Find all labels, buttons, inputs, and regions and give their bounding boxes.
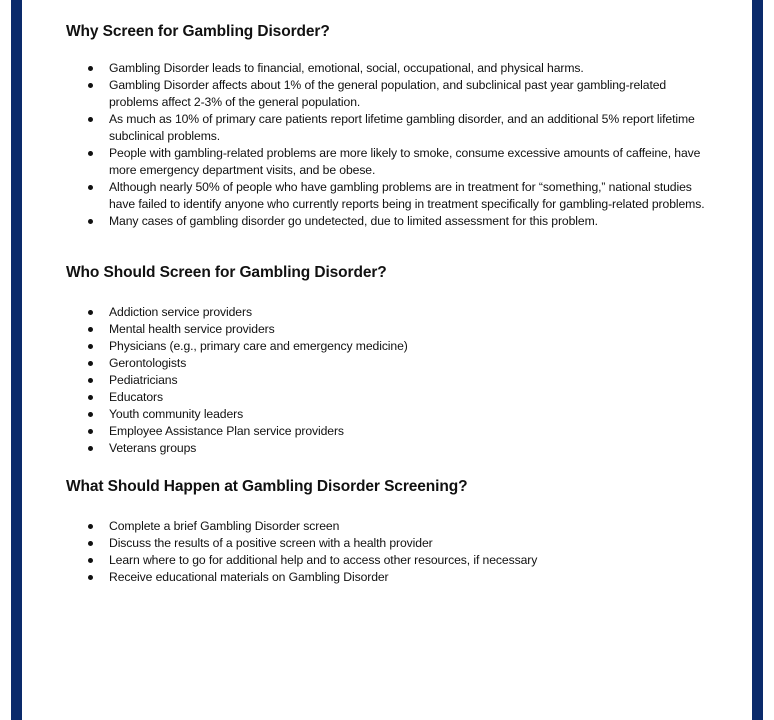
list-item-text: Educators bbox=[109, 390, 163, 404]
left-border-bar bbox=[11, 0, 22, 720]
list-item bbox=[66, 321, 716, 338]
section-heading-what-should-happen: What Should Happen at Gambling Disorder Screening? bbox=[66, 478, 468, 495]
bullet-icon bbox=[88, 185, 93, 190]
list-item-text: Gambling Disorder affects about 1% of the general population, and subclinical past year gambling-related problems affect 2-3% of the general population. bbox=[109, 78, 667, 109]
list-item-text: Mental health service providers bbox=[109, 322, 275, 336]
section-heading-why-screen: Why Screen for Gambling Disorder? bbox=[66, 23, 330, 40]
list-item-text: Employee Assistance Plan service providers bbox=[109, 424, 344, 438]
list-item bbox=[66, 518, 716, 535]
list-item-text: Gambling Disorder leads to financial, emotional, social, occupational, and physical harms. bbox=[109, 61, 584, 75]
bullet-icon bbox=[88, 66, 93, 71]
list-item-text: Complete a brief Gambling Disorder screen bbox=[109, 519, 340, 533]
bullet-icon bbox=[88, 378, 93, 383]
bullet-icon bbox=[88, 446, 93, 451]
list-item-text: Veterans groups bbox=[109, 441, 197, 455]
bullet-icon bbox=[88, 558, 93, 563]
list-item bbox=[66, 145, 716, 179]
list-item bbox=[66, 423, 716, 440]
bullet-icon bbox=[88, 151, 93, 156]
bullet-icon bbox=[88, 327, 93, 332]
list-item bbox=[66, 179, 716, 213]
list-item-text: Addiction service providers bbox=[109, 305, 252, 319]
list-item bbox=[66, 552, 716, 569]
bullet-icon bbox=[88, 361, 93, 366]
bullet-icon bbox=[88, 395, 93, 400]
list-item-text: Receive educational materials on Gambling Disorder bbox=[109, 570, 389, 584]
bullet-icon bbox=[88, 429, 93, 434]
bullet-icon bbox=[88, 310, 93, 315]
bullet-icon bbox=[88, 117, 93, 122]
list-item-text: Discuss the results of a positive screen with a health provider bbox=[109, 536, 433, 550]
why-screen-list bbox=[66, 60, 716, 230]
list-item bbox=[66, 77, 716, 111]
list-item bbox=[66, 372, 716, 389]
list-item-text: Many cases of gambling disorder go undetected, due to limited assessment for this problem. bbox=[109, 214, 598, 228]
list-item-text: Gerontologists bbox=[109, 356, 187, 370]
list-item bbox=[66, 406, 716, 423]
bullet-icon bbox=[88, 412, 93, 417]
list-item-text: As much as 10% of primary care patients report lifetime gambling disorder, and an additional 5% report lifetime subclinical problems. bbox=[109, 112, 695, 143]
list-item bbox=[66, 304, 716, 321]
bullet-icon bbox=[88, 524, 93, 529]
right-border-bar bbox=[752, 0, 763, 720]
list-item bbox=[66, 338, 716, 355]
list-item-text: Although nearly 50% of people who have gambling problems are in treatment for “something,” national studies have failed to identify anyone who currently reports being in treatment specifically for gambling-related problems. bbox=[109, 180, 705, 211]
bullet-icon bbox=[88, 541, 93, 546]
bullet-icon bbox=[88, 575, 93, 580]
bullet-icon bbox=[88, 219, 93, 224]
list-item bbox=[66, 389, 716, 406]
bullet-icon bbox=[88, 344, 93, 349]
list-item-text: Physicians (e.g., primary care and emergency medicine) bbox=[109, 339, 408, 353]
list-item bbox=[66, 111, 716, 145]
list-item-text: Youth community leaders bbox=[109, 407, 244, 421]
list-item-text: People with gambling-related problems are more likely to smoke, consume excessive amounts of caffeine, have more emergency department visits, and be obese. bbox=[109, 146, 701, 177]
list-item bbox=[66, 569, 716, 586]
list-item bbox=[66, 213, 716, 230]
who-should-screen-list bbox=[66, 304, 716, 457]
what-should-happen-list bbox=[66, 518, 716, 586]
list-item bbox=[66, 440, 716, 457]
list-item bbox=[66, 535, 716, 552]
bullet-icon bbox=[88, 83, 93, 88]
list-item bbox=[66, 355, 716, 372]
list-item-text: Pediatricians bbox=[109, 373, 178, 387]
list-item-text: Learn where to go for additional help and to access other resources, if necessary bbox=[109, 553, 538, 567]
section-heading-who-should-screen: Who Should Screen for Gambling Disorder? bbox=[66, 264, 387, 281]
list-item bbox=[66, 60, 716, 77]
